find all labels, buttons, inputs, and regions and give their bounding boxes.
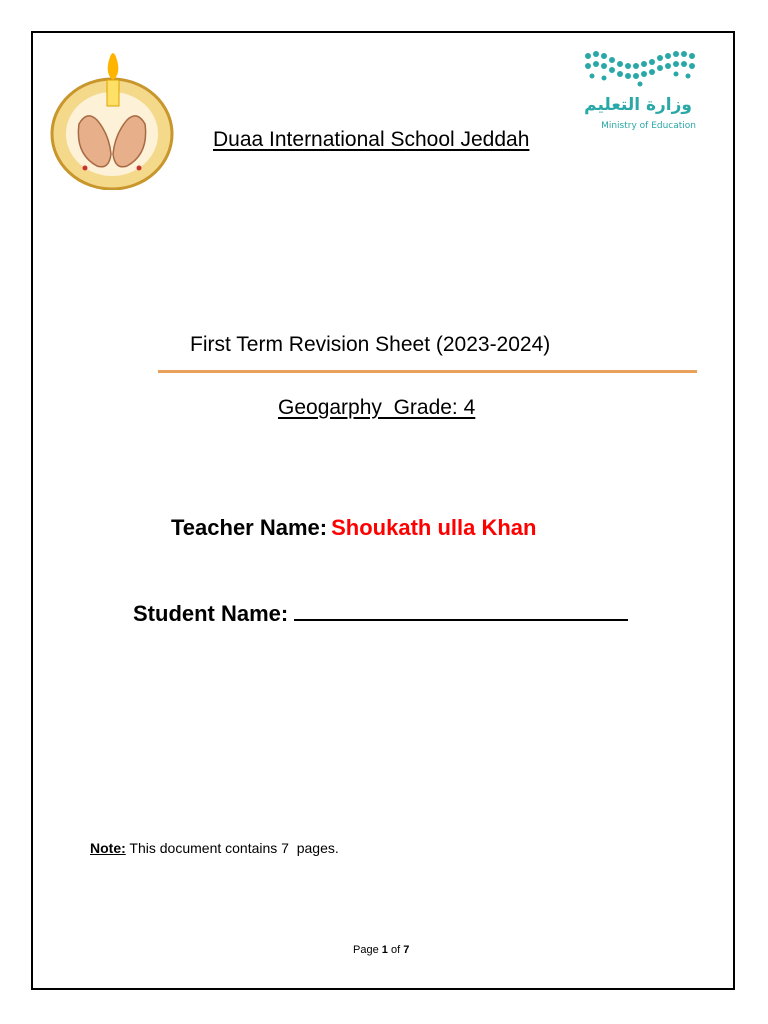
ministry-logo bbox=[580, 44, 704, 136]
student-name-blank[interactable] bbox=[294, 601, 628, 621]
subject-grade-line: Geogarphy Grade: 4 bbox=[278, 396, 476, 419]
student-name-row bbox=[133, 601, 628, 627]
svg-text:Ministry of Education: Ministry of Education bbox=[601, 121, 696, 131]
teacher-name-row bbox=[171, 515, 536, 541]
footer-total-pages: 7 bbox=[403, 944, 410, 956]
svg-text:وزارة التعليم: وزارة التعليم bbox=[584, 95, 692, 115]
note-text: This document contains 7 pages. bbox=[125, 840, 339, 856]
teacher-name-label: Teacher Name: bbox=[171, 515, 328, 540]
school-logo bbox=[47, 44, 177, 190]
footer-page-word: Page bbox=[353, 944, 379, 956]
title-divider bbox=[158, 370, 697, 373]
note-label: Note: bbox=[90, 840, 126, 856]
footer-of-word: of bbox=[390, 944, 401, 956]
page-footer bbox=[353, 944, 409, 956]
student-name-label: Student Name: bbox=[133, 601, 289, 626]
teacher-name-value: Shoukath ulla Khan bbox=[331, 515, 537, 540]
school-name: Duaa International School Jeddah bbox=[213, 128, 530, 151]
footer-current-page: 1 bbox=[381, 944, 388, 956]
sheet-title: First Term Revision Sheet (2023-2024) bbox=[190, 333, 551, 356]
note bbox=[90, 840, 339, 856]
